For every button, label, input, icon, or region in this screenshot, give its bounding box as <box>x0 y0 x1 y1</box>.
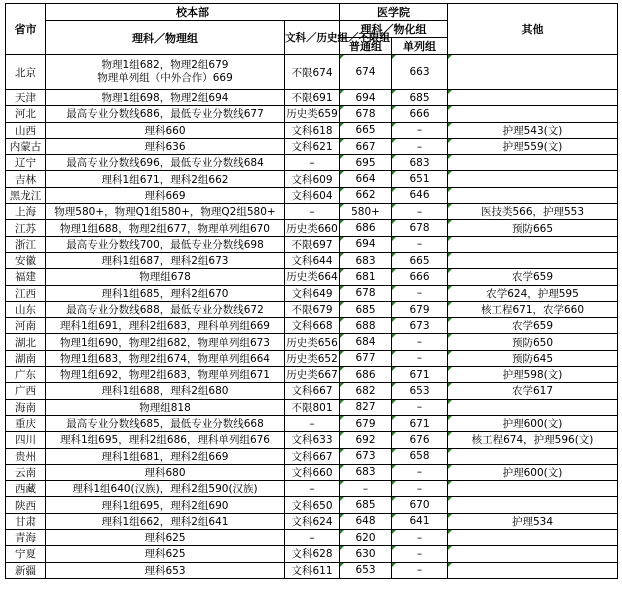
med-single-cell: – <box>392 562 448 578</box>
sci-phys-cell: 理科1组695，理科2组690 <box>46 497 285 513</box>
table-row <box>6 546 618 562</box>
med-single-cell: 671 <box>392 415 448 431</box>
province-cell: 山东 <box>6 301 46 317</box>
other-cell <box>448 171 618 187</box>
province-cell: 江苏 <box>6 220 46 236</box>
table-row <box>6 285 618 301</box>
med-single-cell: 651 <box>392 171 448 187</box>
med-single-cell: – <box>392 481 448 497</box>
med-normal-cell: 692 <box>340 432 392 448</box>
header-med-single: 单列组 <box>392 38 448 55</box>
arts-hist-cell: 不限697 <box>285 236 340 252</box>
province-cell: 河南 <box>6 318 46 334</box>
table-row <box>6 367 618 383</box>
header-school-main: 校本部 <box>46 4 340 21</box>
province-cell: 湖南 <box>6 350 46 366</box>
province-cell: 江西 <box>6 285 46 301</box>
province-cell: 吉林 <box>6 171 46 187</box>
header-med-normal: 普通组 <box>340 38 392 55</box>
province-cell: 宁夏 <box>6 546 46 562</box>
med-normal-cell: 681 <box>340 269 392 285</box>
other-cell <box>448 399 618 415</box>
table-row <box>6 334 618 350</box>
table-row <box>6 301 618 317</box>
other-cell: 护理534 <box>448 513 618 529</box>
arts-hist-cell: 历史类667 <box>285 367 340 383</box>
other-cell: 护理600(文) <box>448 464 618 480</box>
sci-phys-cell: 最高专业分数线685，最低专业分数线668 <box>46 415 285 431</box>
arts-hist-cell: 文科667 <box>285 448 340 464</box>
med-normal-cell: 665 <box>340 122 392 138</box>
other-cell: 护理543(文) <box>448 122 618 138</box>
table-row <box>6 383 618 399</box>
table-row <box>6 220 618 236</box>
med-single-cell: 670 <box>392 497 448 513</box>
table-row <box>6 513 618 529</box>
province-cell: 河北 <box>6 106 46 122</box>
table-row <box>6 530 618 546</box>
table-row <box>6 187 618 203</box>
sci-phys-cell: 物理1组692，物理2组683，物理单列组671 <box>46 367 285 383</box>
med-single-cell: 673 <box>392 318 448 334</box>
sci-phys-cell: 理科625 <box>46 546 285 562</box>
med-single-cell: 646 <box>392 187 448 203</box>
other-cell: 农学624，护理595 <box>448 285 618 301</box>
arts-hist-cell: 文科621 <box>285 138 340 154</box>
sci-phys-cell: 理科1组662，理科2组641 <box>46 513 285 529</box>
med-normal-cell: 648 <box>340 513 392 529</box>
table-row <box>6 399 618 415</box>
other-cell: 预防645 <box>448 350 618 366</box>
province-cell: 湖北 <box>6 334 46 350</box>
sci-phys-cell: 最高专业分数线686，最低专业分数线677 <box>46 106 285 122</box>
med-single-cell: – <box>392 138 448 154</box>
province-cell: 福建 <box>6 269 46 285</box>
arts-hist-cell: 文科609 <box>285 171 340 187</box>
province-cell: 黑龙江 <box>6 187 46 203</box>
other-cell <box>448 481 618 497</box>
other-cell <box>448 497 618 513</box>
sci-phys-cell: 理科1组691，理科2组683，理科单列组669 <box>46 318 285 334</box>
sci-phys-cell: 理科680 <box>46 464 285 480</box>
table-row <box>6 318 618 334</box>
other-cell <box>448 562 618 578</box>
sci-phys-cell: 理科669 <box>46 187 285 203</box>
table-row <box>6 464 618 480</box>
other-cell: 护理600(文) <box>448 415 618 431</box>
header-other: 其他 <box>448 4 618 55</box>
province-cell: 辽宁 <box>6 155 46 171</box>
arts-hist-cell: 文科660 <box>285 464 340 480</box>
province-cell: 安徽 <box>6 252 46 268</box>
province-cell: 青海 <box>6 530 46 546</box>
table-row <box>6 171 618 187</box>
arts-hist-cell: 历史类664 <box>285 269 340 285</box>
other-cell: 预防665 <box>448 220 618 236</box>
other-cell <box>448 236 618 252</box>
arts-hist-cell: 文科644 <box>285 252 340 268</box>
province-cell: 海南 <box>6 399 46 415</box>
sci-phys-cell: 理科636 <box>46 138 285 154</box>
arts-hist-cell: 不限679 <box>285 301 340 317</box>
med-single-cell: 641 <box>392 513 448 529</box>
arts-hist-cell: 文科649 <box>285 285 340 301</box>
med-single-cell: – <box>392 530 448 546</box>
med-single-cell: 679 <box>392 301 448 317</box>
other-cell <box>448 55 618 90</box>
sci-phys-cell: 物理组818 <box>46 399 285 415</box>
arts-hist-cell: 不限674 <box>285 55 340 90</box>
sci-phys-cell: 物理1组683，物理2组674，物理单列组664 <box>46 350 285 366</box>
table-row <box>6 252 618 268</box>
med-normal-cell: 662 <box>340 187 392 203</box>
med-normal-cell: 685 <box>340 301 392 317</box>
other-cell: 核工程671，农学660 <box>448 301 618 317</box>
med-normal-cell: 580+ <box>340 204 392 220</box>
table-row <box>6 138 618 154</box>
arts-hist-cell: – <box>285 415 340 431</box>
med-normal-cell: 686 <box>340 367 392 383</box>
table-row <box>6 236 618 252</box>
med-normal-cell: 682 <box>340 383 392 399</box>
med-single-cell: 658 <box>392 448 448 464</box>
sci-phys-cell: 理科1组685，理科2组670 <box>46 285 285 301</box>
med-normal-cell: 679 <box>340 415 392 431</box>
province-cell: 西藏 <box>6 481 46 497</box>
table-row <box>6 350 618 366</box>
header-med-sci-phys: 理科／物化组 <box>340 21 448 38</box>
province-cell: 广西 <box>6 383 46 399</box>
arts-hist-cell: 文科604 <box>285 187 340 203</box>
med-normal-cell: 694 <box>340 236 392 252</box>
arts-hist-cell: 文科618 <box>285 122 340 138</box>
arts-hist-cell: – <box>285 204 340 220</box>
table-row <box>6 155 618 171</box>
med-single-cell: 666 <box>392 269 448 285</box>
sci-phys-cell: 物理组678 <box>46 269 285 285</box>
province-cell: 甘肃 <box>6 513 46 529</box>
other-cell <box>448 546 618 562</box>
med-single-cell: – <box>392 399 448 415</box>
med-normal-cell: 686 <box>340 220 392 236</box>
sci-phys-cell: 理科625 <box>46 530 285 546</box>
province-cell: 山西 <box>6 122 46 138</box>
table-row <box>6 432 618 448</box>
other-cell <box>448 187 618 203</box>
med-single-cell: – <box>392 236 448 252</box>
table-row <box>6 106 618 122</box>
arts-hist-cell: 文科628 <box>285 546 340 562</box>
med-single-cell: 653 <box>392 383 448 399</box>
med-single-cell: – <box>392 464 448 480</box>
med-normal-cell: 695 <box>340 155 392 171</box>
other-cell: 预防650 <box>448 334 618 350</box>
table-row <box>6 269 618 285</box>
table-row <box>6 562 618 578</box>
header-sci-phys: 理科／物理组 <box>46 21 285 55</box>
med-single-cell: – <box>392 546 448 562</box>
other-cell <box>448 448 618 464</box>
med-single-cell: 665 <box>392 252 448 268</box>
arts-hist-cell: 文科668 <box>285 318 340 334</box>
table-row <box>6 122 618 138</box>
other-cell <box>448 530 618 546</box>
arts-hist-cell: 历史类656 <box>285 334 340 350</box>
med-single-cell: – <box>392 334 448 350</box>
province-cell: 云南 <box>6 464 46 480</box>
med-normal-cell: 667 <box>340 138 392 154</box>
province-cell: 重庆 <box>6 415 46 431</box>
other-cell: 护理559(文) <box>448 138 618 154</box>
province-cell: 天津 <box>6 90 46 106</box>
med-single-cell: – <box>392 204 448 220</box>
med-single-cell: – <box>392 122 448 138</box>
med-single-cell: 678 <box>392 220 448 236</box>
med-normal-cell: 630 <box>340 546 392 562</box>
med-normal-cell: 685 <box>340 497 392 513</box>
table-row <box>6 497 618 513</box>
med-normal-cell: 673 <box>340 448 392 464</box>
other-cell: 医技类566，护理553 <box>448 204 618 220</box>
med-single-cell: 683 <box>392 155 448 171</box>
province-cell: 内蒙古 <box>6 138 46 154</box>
arts-hist-cell: 不限691 <box>285 90 340 106</box>
sci-phys-cell: 最高专业分数线696，最低专业分数线684 <box>46 155 285 171</box>
sci-phys-cell: 物理1组690，物理2组682，物理单列组673 <box>46 334 285 350</box>
sci-phys-cell: 理科1组671，理科2组662 <box>46 171 285 187</box>
arts-hist-cell: 文科667 <box>285 383 340 399</box>
med-normal-cell: 677 <box>340 350 392 366</box>
table-row <box>6 415 618 431</box>
province-cell: 浙江 <box>6 236 46 252</box>
arts-hist-cell: 不限801 <box>285 399 340 415</box>
arts-hist-cell: – <box>285 481 340 497</box>
med-normal-cell: 664 <box>340 171 392 187</box>
table-row <box>6 481 618 497</box>
med-normal-cell: 678 <box>340 285 392 301</box>
med-normal-cell: 683 <box>340 252 392 268</box>
province-cell: 上海 <box>6 204 46 220</box>
arts-hist-cell: – <box>285 530 340 546</box>
med-single-cell: 671 <box>392 367 448 383</box>
other-cell: 农学659 <box>448 269 618 285</box>
other-cell <box>448 106 618 122</box>
med-normal-cell: 827 <box>340 399 392 415</box>
sci-phys-cell: 最高专业分数线688，最低专业分数线672 <box>46 301 285 317</box>
province-cell: 广东 <box>6 367 46 383</box>
arts-hist-cell: – <box>285 155 340 171</box>
province-cell: 北京 <box>6 55 46 90</box>
table-row <box>6 448 618 464</box>
province-cell: 新疆 <box>6 562 46 578</box>
sci-phys-cell: 理科1组687，理科2组673 <box>46 252 285 268</box>
table-row <box>6 55 618 90</box>
med-normal-cell: 620 <box>340 530 392 546</box>
med-single-cell: – <box>392 285 448 301</box>
header-medical: 医学院 <box>340 4 448 21</box>
sci-phys-cell: 理科1组681，理科2组669 <box>46 448 285 464</box>
med-single-cell: 676 <box>392 432 448 448</box>
med-single-cell: 663 <box>392 55 448 90</box>
med-normal-cell: 694 <box>340 90 392 106</box>
med-normal-cell: 674 <box>340 55 392 90</box>
arts-hist-cell: 文科611 <box>285 562 340 578</box>
other-cell <box>448 252 618 268</box>
header-province: 省市 <box>6 4 46 55</box>
sci-phys-cell: 理科660 <box>46 122 285 138</box>
sci-phys-cell: 最高专业分数线700，最低专业分数线698 <box>46 236 285 252</box>
med-single-cell: 685 <box>392 90 448 106</box>
other-cell: 农学617 <box>448 383 618 399</box>
province-cell: 陕西 <box>6 497 46 513</box>
arts-hist-cell: 文科650 <box>285 497 340 513</box>
arts-hist-cell: 文科624 <box>285 513 340 529</box>
other-cell: 农学659 <box>448 318 618 334</box>
table-row <box>6 204 618 220</box>
header-arts-hist: 文科／历史组／不限组 <box>285 21 340 55</box>
med-normal-cell: 688 <box>340 318 392 334</box>
med-normal-cell: – <box>340 481 392 497</box>
table-row <box>6 90 618 106</box>
sci-phys-cell: 物理1组682，物理2组679 物理单列组（中外合作）669 <box>46 55 285 90</box>
sci-phys-cell: 理科1组688，理科2组680 <box>46 383 285 399</box>
arts-hist-cell: 历史类660 <box>285 220 340 236</box>
arts-hist-cell: 文科633 <box>285 432 340 448</box>
table-body <box>6 55 618 579</box>
other-cell: 核工程674，护理596(文) <box>448 432 618 448</box>
arts-hist-cell: 历史类652 <box>285 350 340 366</box>
sci-phys-cell: 物理1组698，物理2组694 <box>46 90 285 106</box>
med-normal-cell: 653 <box>340 562 392 578</box>
province-cell: 四川 <box>6 432 46 448</box>
sci-phys-cell: 理科1组695，理科2组686，理科单列组676 <box>46 432 285 448</box>
sci-phys-cell: 物理580+，物理Q1组580+，物理Q2组580+ <box>46 204 285 220</box>
med-normal-cell: 684 <box>340 334 392 350</box>
med-normal-cell: 678 <box>340 106 392 122</box>
sci-phys-cell: 理科1组640(汉族)，理科2组590(汉族) <box>46 481 285 497</box>
med-single-cell: – <box>392 350 448 366</box>
med-normal-cell: 683 <box>340 464 392 480</box>
other-cell <box>448 90 618 106</box>
sci-phys-cell: 物理1组688，物理2组677，物理单列组670 <box>46 220 285 236</box>
other-cell: 护理598(文) <box>448 367 618 383</box>
admission-score-table <box>5 3 618 579</box>
sci-phys-cell: 理科653 <box>46 562 285 578</box>
other-cell <box>448 155 618 171</box>
arts-hist-cell: 历史类659 <box>285 106 340 122</box>
med-single-cell: 666 <box>392 106 448 122</box>
province-cell: 贵州 <box>6 448 46 464</box>
